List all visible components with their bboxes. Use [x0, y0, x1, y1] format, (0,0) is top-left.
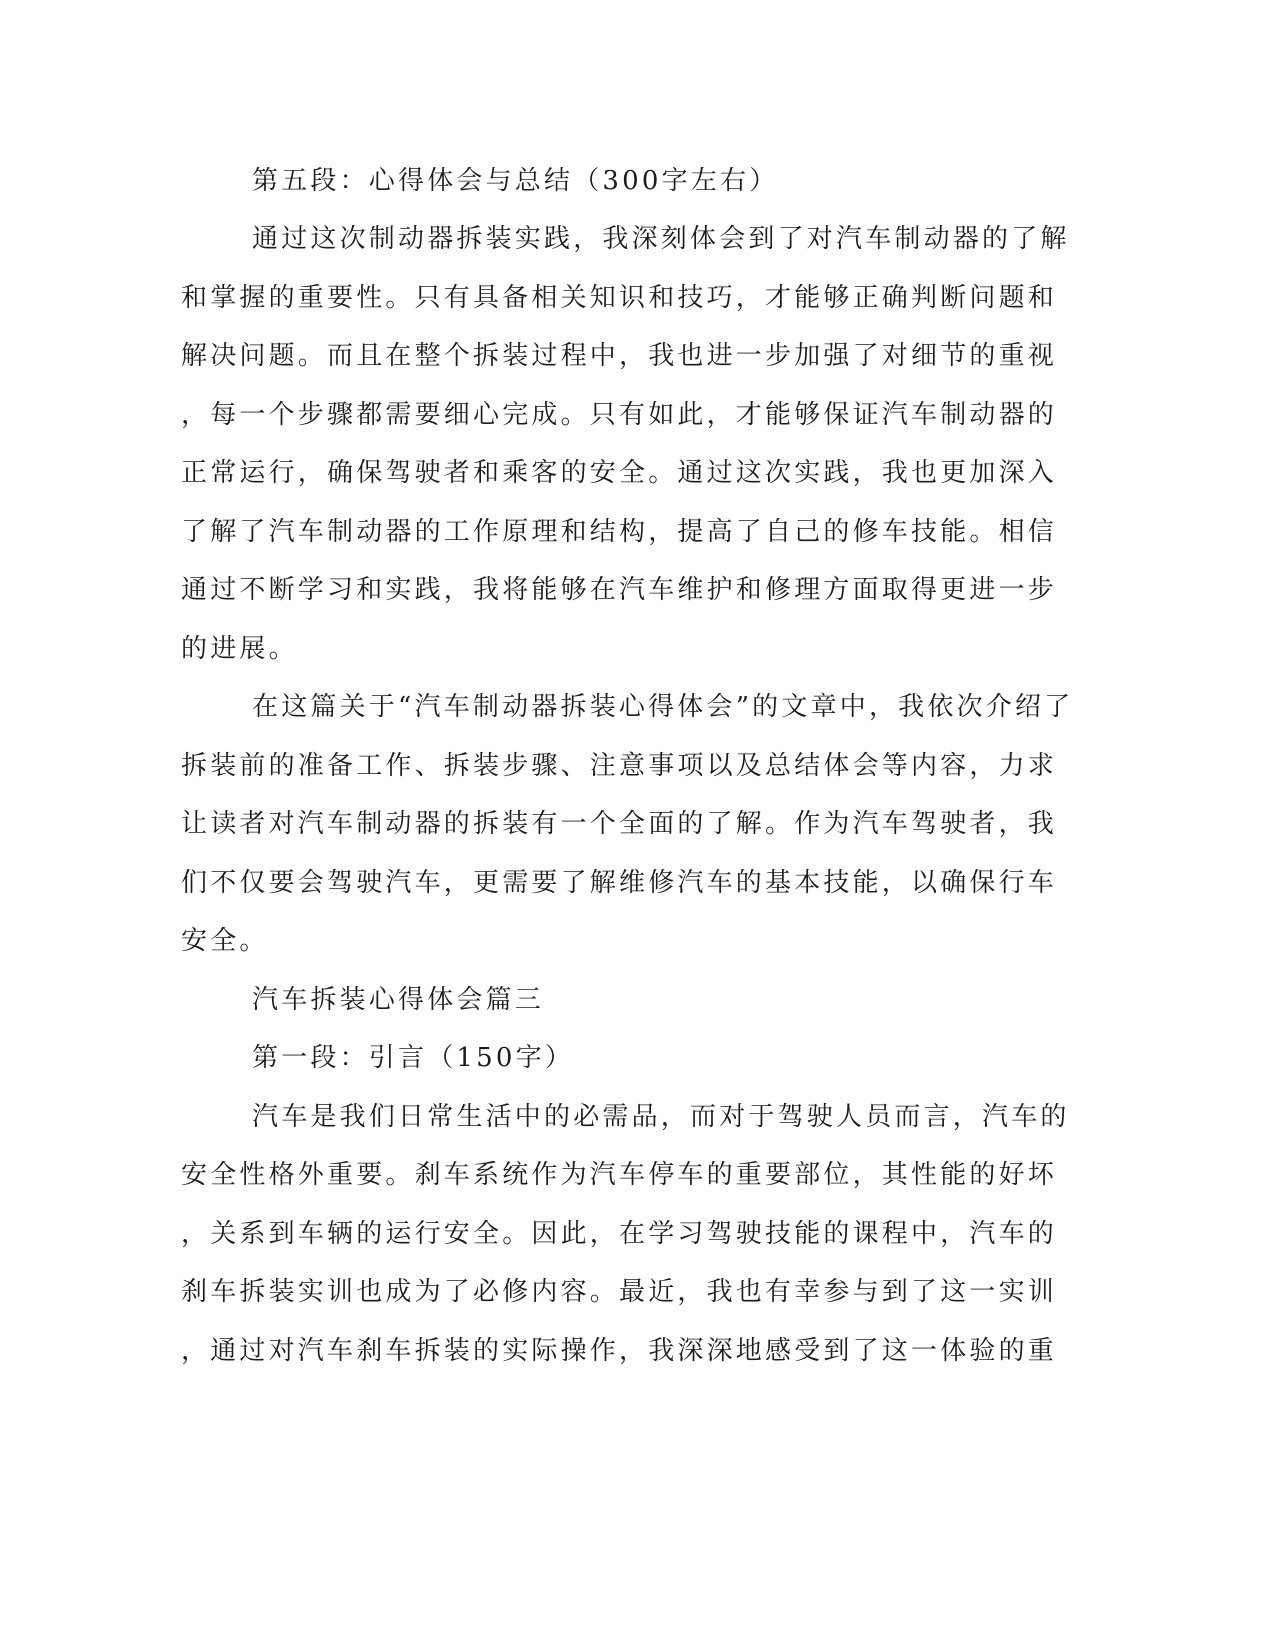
paragraph-line: ，关系到车辆的运行安全。因此，在学习驾驶技能的课程中，汽车的 [181, 1219, 1058, 1249]
paragraph-line: 了解了汽车制动器的工作原理和结构，提高了自己的修车技能。相信 [181, 517, 1058, 547]
paragraph-line: 在这篇关于“汽车制动器拆装心得体会”的文章中，我依次介绍了 [252, 692, 1074, 722]
paragraph-line: 的进展。 [181, 634, 298, 664]
paragraph-line: 通过不断学习和实践，我将能够在汽车维护和修理方面取得更进一步 [181, 575, 1058, 605]
paragraph-line: 让读者对汽车制动器的拆装有一个全面的了解。作为汽车驾驶者，我 [181, 809, 1058, 839]
paragraph-line: 安全。 [181, 926, 269, 956]
paragraph-line: 正常运行，确保驾驶者和乘客的安全。通过这次实践，我也更加深入 [181, 458, 1058, 488]
paragraph-line: ，通过对汽车刹车拆装的实际操作，我深深地感受到了这一体验的重 [181, 1336, 1058, 1366]
article-title: 汽车拆装心得体会篇三 [252, 985, 545, 1015]
paragraph-line: 们不仅要会驾驶汽车，更需要了解维修汽车的基本技能，以确保行车 [181, 868, 1058, 898]
paragraph-line: 和掌握的重要性。只有具备相关知识和技巧，才能够正确判断问题和 [181, 283, 1058, 313]
section-heading: 第五段：心得体会与总结（300字左右） [252, 166, 779, 196]
paragraph-line: ，每一个步骤都需要细心完成。只有如此，才能够保证汽车制动器的 [181, 400, 1058, 430]
section-heading: 第一段：引言（150字） [252, 1043, 575, 1073]
paragraph-line: 汽车是我们日常生活中的必需品，而对于驾驶人员而言，汽车的 [252, 1102, 1070, 1132]
paragraph-line: 解决问题。而且在整个拆装过程中，我也进一步加强了对细节的重视 [181, 341, 1058, 371]
paragraph-line: 刹车拆装实训也成为了必修内容。最近，我也有幸参与到了这一实训 [181, 1277, 1058, 1307]
paragraph-line: 拆装前的准备工作、拆装步骤、注意事项以及总结体会等内容，力求 [181, 751, 1058, 781]
paragraph-line: 安全性格外重要。刹车系统作为汽车停车的重要部位，其性能的好坏 [181, 1160, 1058, 1190]
paragraph-line: 通过这次制动器拆装实践，我深刻体会到了对汽车制动器的了解 [252, 224, 1070, 254]
